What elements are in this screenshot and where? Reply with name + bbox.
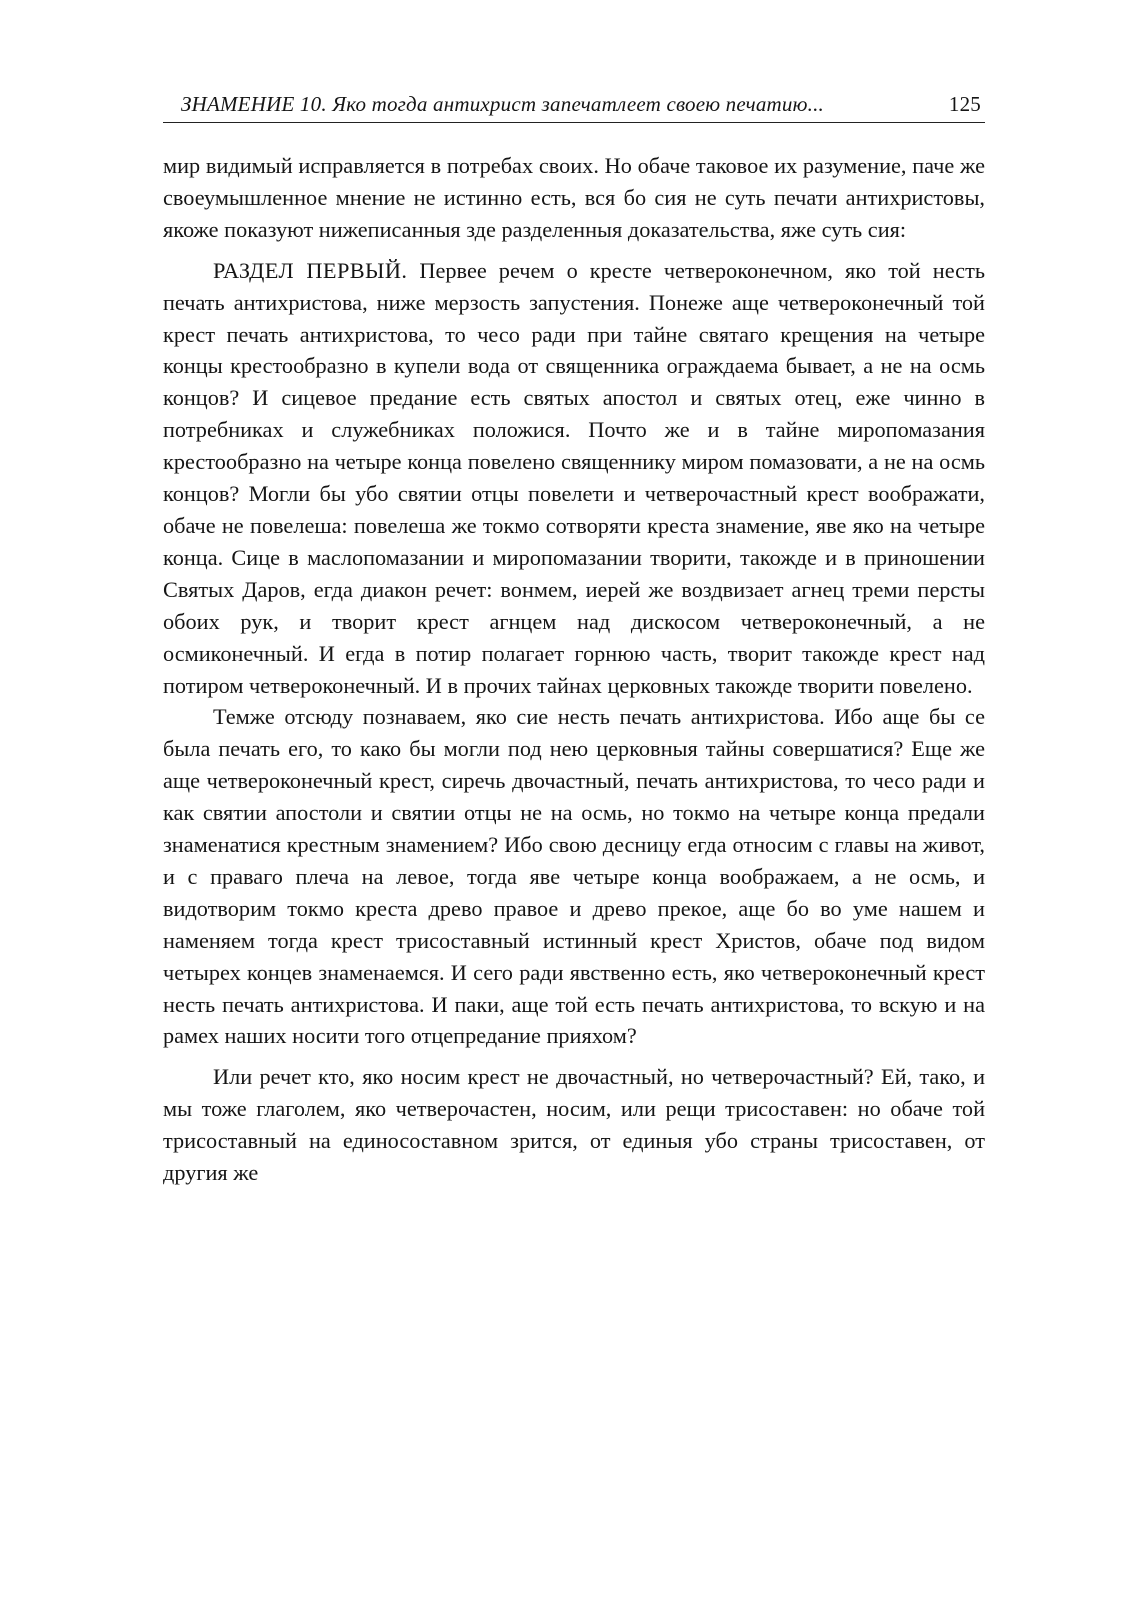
- paragraph-2: [163, 255, 985, 702]
- paragraph-3: [163, 701, 985, 1052]
- paragraph-text: Первее речем о кресте четвероконечном, яко той несть печать антихристова, ниже мерзость запустения. Понеже аще четвероконечный той крест печать антихристова, то чесо ради при тайне святаго крещения на четыре концы крестообразно в купели вода от священника ограждаема бывает, а не на осмь концов? И сицевое предание есть святых апостол и святых отец, еже чинно в потребниках и служебниках положися. Почто же и в тайне миропомазания крестообразно на четыре конца повелено священнику миром помазовати, а не на осмь концов? Могли бы убо святии отцы повелети и четверочастный крест воображати, обаче не повелеша: повелеша же токмо сотворяти креста знамение, яве яко на четыре конца. Сице в маслопомазании и миропомазании творити, такожде и в приношении Святых Даров, егда диакон речет: вонмем, иерей же воздвизает агнец треми персты обоих рук, и творит крест агнцем над дискосом четвероконечный, а не осмиконечный. И егда в потир полагает горнюю часть, творит такожде крест над потиром четвероконечный. И в прочих тайнах церковных такожде творити повелено.: [163, 257, 985, 698]
- paragraph-1: [163, 150, 985, 246]
- running-header-title: ЗНАМЕНИЕ 10. Яко тогда антихрист запечатлеет своею печатию...: [181, 92, 824, 116]
- page-body: [163, 150, 985, 1189]
- paragraph-text: Темже отсюду познаваем, яко сие несть печать антихристова. Ибо аще бы се была печать его, то како бы могли под нею церковныя тайны совершатися? Еще же аще четвероконечный крест, сиречь двочастный, печать антихристова, то чесо ради и как святии апостоли и святии отцы не на осмь, но токмо на четыре конца предали знаменатися крестным знамением? Ибо свою десницу егда относим с главы на живот, и с праваго плеча на левое, тогда яве четыре конца воображаем, а не осмь, и видотворим токмо креста древо правое и древо прекое, аще бо во уме нашем и наменяем тогда крест трисоставный истинный крест Христов, обаче под видом четырех концев знаменаемся. И сего ради явственно есть, яко четвероконечный крест несть печать антихристова. И паки, аще той есть печать антихристова, то вскую и на рамех наших носити того отцепредание прияхом?: [163, 704, 985, 1049]
- paragraph-4: [163, 1061, 985, 1189]
- running-header: [163, 86, 985, 123]
- page-number: 125: [948, 92, 981, 116]
- paragraph-text: Или речет кто, яко носим крест не двочастный, но четверочастный? Ей, тако, и мы тоже глаголем, яко четверочастен, носим, или рещи трисоставен: но обаче той трисоставный на единосоставном зрится, от единыя убо страны трисоставен, от другия же: [163, 1064, 985, 1186]
- paragraph-text: мир видимый исправляется в потребах своих. Но обаче таковое их разумение, паче же своеумышленное мнение не истинно есть, вся бо сия не суть печати антихристовы, якоже показуют нижеписанныя зде разделенныя доказательства, яже суть сия:: [163, 153, 985, 242]
- section-heading: РАЗДЕЛ ПЕРВЫЙ.: [213, 257, 408, 283]
